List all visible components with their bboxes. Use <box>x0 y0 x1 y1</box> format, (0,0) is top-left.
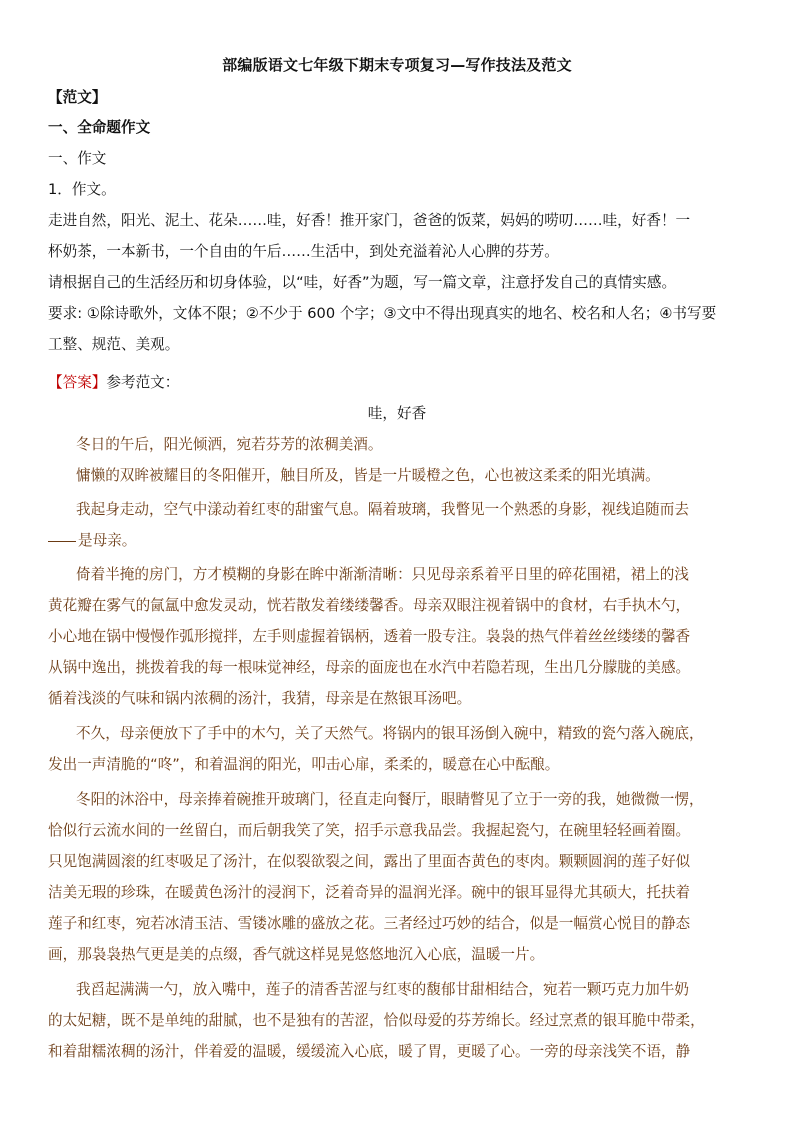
heading-essay: 一、作文 <box>48 150 107 167</box>
section-label <box>48 88 758 108</box>
essay-line: 冬日的午后，阳光倾洒，宛若芬芳的浓稠美酒。 <box>76 436 383 453</box>
essay-line: 不久，母亲便放下了手中的木勺，关了天然气。将锅内的银耳汤倒入碗中，精致的瓷勺落入碗底， <box>76 725 704 742</box>
essay-line: 莲子和红枣，宛若冰清玉洁、雪镂冰雕的盛放之花。三者经过巧妙的结合，似是一幅赏心悦目的静态 <box>48 915 691 932</box>
essay-title: 哇，好香 <box>367 405 427 422</box>
question-label: 1．作文。 <box>48 181 116 198</box>
prompt-line: 走进自然，阳光、泥土、花朵……哇，好香！推开家门，爸爸的饭菜，妈妈的唠叨……哇，好香！一 <box>48 212 691 229</box>
essay-line: 和着甜糯浓稠的汤汁，伴着爱的温暖，缓缓流入心底，暖了胃，更暖了心。一旁的母亲浅笑不语，静 <box>48 1043 691 1060</box>
essay-line: 只见饱满圆滚的红枣吸足了汤汁，在似裂欲裂之间，露出了里面杏黄色的枣肉。颗颗圆润的莲子好似 <box>48 853 691 870</box>
essay-line: 洁美无瑕的珍珠，在暖黄色汤汁的浸润下，泛着奇异的温润光泽。碗中的银耳显得尤其硕大，托扶着 <box>48 884 691 901</box>
essay-line <box>48 531 758 551</box>
essay-line: 我起身走动，空气中漾动着红枣的甜蜜气息。隔着玻璃，我瞥见一个熟悉的身影，视线追随而去 <box>76 501 689 518</box>
page-title: 部编版语文七年级下期末专项复习—写作技法及范文 <box>222 56 572 74</box>
answer-text: 参考范文： <box>106 374 180 391</box>
essay-line: 循着浅淡的气味和锅内浓稠的汤汁，我猜，母亲是在熬银耳汤吧。 <box>48 690 472 707</box>
prompt-line: 要求: ①除诗歌外，文体不限；②不少于 600 个字；③文中不得出现真实的地名、校名和人名；④书写要 <box>48 305 717 322</box>
essay-line: 慵懒的双眸被耀目的冬阳催开，触目所及，皆是一片暖橙之色，心也被这柔柔的阳光填满。 <box>76 467 660 484</box>
prompt-line: 请根据自己的生活经历和切身体验，以“哇，好香”为题，写一篇文章，注意抒发自己的真情实感。 <box>48 274 677 291</box>
essay-line: 发出一声清脆的“咚”，和着温润的阳光，叩击心扉，柔柔的，暖意在心中酝酿。 <box>48 756 560 773</box>
heading-full-title-essay: 一、全命题作文 <box>48 119 151 136</box>
essay-line: 的太妃糖，既不是单纯的甜腻，也不是独有的苦涩，恰似母爱的芬芳绵长。经过烹煮的银耳脆中带柔， <box>48 1012 705 1029</box>
section-label-text: 范文 <box>62 89 92 106</box>
answer-line <box>48 373 758 393</box>
essay-line: 黄花瓣在雾气的氤氲中愈发灵动，恍若散发着缕缕馨香。母亲双眼注视着锅中的食材，右手执木勺， <box>48 597 691 614</box>
essay-line: 恰似行云流水间的一丝留白，而后朝我笑了笑，招手示意我品尝。我握起瓷勺，在碗里轻轻画着圈。 <box>48 822 691 839</box>
essay-line: 小心地在锅中慢慢作弧形搅拌，左手则虚握着锅柄，透着一股专注。袅袅的热气伴着丝丝缕缕的馨香 <box>48 628 691 645</box>
prompt-line: 杯奶茶，一本新书，一个自由的午后……生活中，到处充溢着沁人心脾的芬芳。 <box>48 243 559 260</box>
essay-line: 从锅中逸出，挑拨着我的每一根味觉神经，母亲的面庞也在水汽中若隐若现，生出几分朦胧的美感。 <box>48 659 691 676</box>
essay-line: 我舀起满满一勺，放入嘴中，莲子的清香苦涩与红枣的馥郁甘甜相结合，宛若一颗巧克力加牛奶 <box>76 981 689 998</box>
essay-line-text: 是母亲。 <box>78 532 137 549</box>
answer-tag: 【答案】 <box>48 374 107 391</box>
em-dash <box>48 541 76 542</box>
prompt-line: 工整、规范、美观。 <box>48 336 180 353</box>
section-label-open: 【 <box>48 89 63 106</box>
essay-line: 画，那袅袅热气更是美的点缀，香气就这样晃晃悠悠地沉入心底，温暖一片。 <box>48 946 545 963</box>
essay-line: 倚着半掩的房门，方才模糊的身影在眸中渐渐清晰：只见母亲系着平日里的碎花围裙，裙上的浅 <box>76 566 689 583</box>
essay-line: 冬阳的沐浴中，母亲捧着碗推开玻璃门，径直走向餐厅，眼睛瞥见了立于一旁的我，她微微一愣， <box>76 791 704 808</box>
section-label-close: 】 <box>91 89 107 106</box>
